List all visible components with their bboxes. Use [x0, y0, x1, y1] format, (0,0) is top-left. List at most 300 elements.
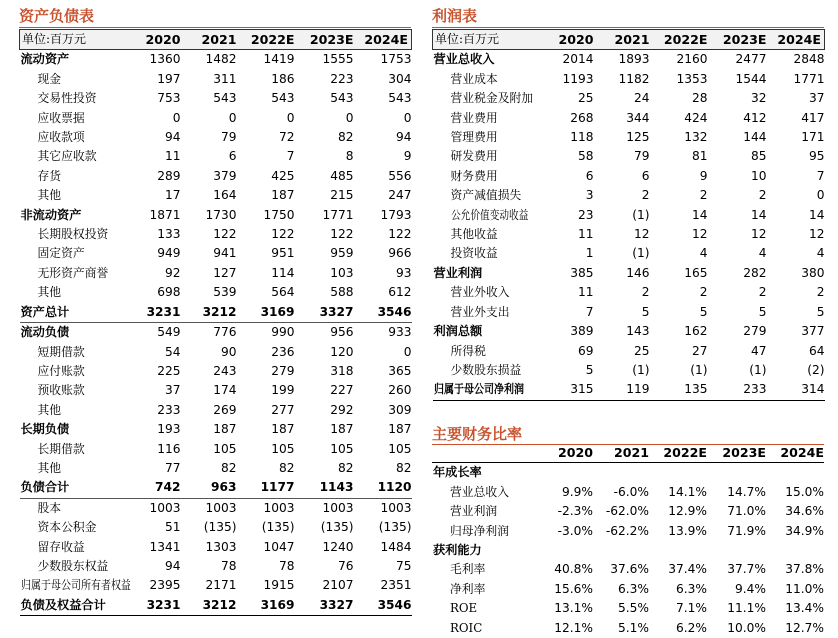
table-row: [20, 225, 412, 244]
value-cell: 1303: [205, 539, 237, 554]
value-cell: 187: [213, 422, 237, 437]
value-cell: 9.9%: [562, 484, 593, 499]
row-label-text: 营业利润: [450, 504, 498, 519]
value-cell: 6.2%: [676, 620, 707, 635]
value-cell: 2107: [322, 578, 354, 593]
year-header: 2020: [548, 30, 594, 50]
value-cell: 187: [330, 422, 354, 437]
balance-sheet-table: [19, 29, 412, 616]
row-label: [432, 619, 547, 638]
value-cell: 1003: [380, 500, 412, 515]
value-cell: 1120: [354, 478, 412, 498]
value-cell: 236: [271, 344, 295, 359]
table-row: [433, 206, 825, 225]
table-row: [433, 361, 825, 380]
value-cell: 12: [750, 227, 767, 242]
value-cell: 279: [271, 363, 295, 378]
value-cell: 78: [220, 558, 237, 573]
row-label: [433, 342, 548, 361]
year-header: 2020: [547, 443, 593, 463]
year-header: 2021: [181, 30, 237, 50]
row-label: [20, 401, 135, 420]
value-cell: 1871: [149, 207, 181, 222]
row-label-text: 资产总计: [20, 304, 70, 319]
value-cell: 2477: [735, 52, 767, 67]
value-cell: 315: [548, 380, 594, 400]
value-cell: 12: [808, 227, 825, 242]
balance-sheet-panel: [19, 0, 411, 638]
value-cell: 1482: [205, 52, 237, 67]
value-cell: 120: [330, 344, 354, 359]
value-cell: 268: [570, 110, 594, 125]
value-cell: 0: [345, 110, 354, 125]
row-label-text: 负债合计: [20, 480, 70, 495]
table-row: [20, 420, 412, 439]
value-cell: 344: [626, 110, 650, 125]
row-label: [20, 303, 135, 323]
value-cell: 12.9%: [668, 504, 707, 519]
value-cell: 9: [699, 168, 708, 183]
row-label: [432, 502, 547, 521]
value-cell: 40.8%: [554, 562, 593, 577]
value-cell: [593, 463, 649, 483]
row-label-text: 长期借款: [37, 441, 85, 456]
value-cell: 309: [388, 402, 412, 417]
value-cell: 118: [570, 130, 594, 145]
value-cell: 187: [388, 422, 412, 437]
table-row: [433, 109, 825, 128]
value-cell: 0: [403, 344, 412, 359]
row-label-text: 少数股东损益: [450, 362, 522, 377]
value-cell: 1353: [676, 71, 708, 86]
value-cell: 227: [330, 383, 354, 398]
value-cell: 2: [758, 285, 767, 300]
row-label-text: 资本公积金: [37, 520, 97, 535]
row-label: [20, 596, 135, 616]
year-header: 2023E: [708, 30, 767, 50]
row-label: [432, 560, 547, 579]
value-cell: 0: [403, 110, 412, 125]
value-cell: 105: [388, 441, 412, 456]
row-label-text: ROIC: [450, 620, 483, 635]
row-label: [433, 206, 548, 225]
row-label: [433, 283, 548, 302]
value-cell: 71.0%: [727, 504, 766, 519]
row-label-text: 其它应收款: [37, 149, 97, 164]
row-label-text: 归属于母公司所有者权益: [20, 578, 131, 593]
value-cell: 5: [758, 304, 767, 319]
value-cell: 543: [271, 91, 295, 106]
value-cell: 314: [767, 380, 825, 400]
row-label: [20, 343, 135, 362]
income-statement-table: [432, 29, 825, 401]
table-row: [433, 128, 825, 147]
row-label: [20, 498, 135, 518]
row-label: [432, 463, 547, 483]
value-cell: 186: [271, 71, 295, 86]
row-label: [20, 362, 135, 381]
value-cell: 34.6%: [785, 504, 824, 519]
row-label-text: 现金: [37, 71, 62, 86]
value-cell: 94: [164, 130, 181, 145]
row-label: [433, 361, 548, 380]
value-cell: 75: [395, 558, 412, 573]
table-row: [432, 483, 824, 502]
value-cell: 12.7%: [785, 620, 824, 635]
table-row: [432, 619, 824, 638]
value-cell: 1915: [263, 578, 295, 593]
value-cell: 37.8%: [785, 562, 824, 577]
row-label: [433, 380, 548, 400]
value-cell: 13.4%: [785, 601, 824, 616]
row-label: [20, 459, 135, 478]
value-cell: 69: [577, 343, 594, 358]
row-label-text: 获利能力: [433, 543, 482, 558]
value-cell: 0: [172, 110, 181, 125]
value-cell: 1484: [380, 539, 412, 554]
value-cell: 79: [220, 130, 237, 145]
value-cell: 2351: [380, 578, 412, 593]
value-cell: 105: [271, 441, 295, 456]
value-cell: 282: [743, 265, 767, 280]
value-cell: 34.9%: [785, 523, 824, 538]
year-header: 2020: [135, 30, 181, 50]
value-cell: 32: [750, 91, 767, 106]
table-row: [20, 518, 412, 537]
value-cell: 3231: [135, 596, 181, 616]
row-label-text: 财务费用: [450, 168, 498, 183]
value-cell: 114: [271, 265, 295, 280]
value-cell: 243: [213, 363, 237, 378]
value-cell: 90: [220, 344, 237, 359]
row-label-text: 营业成本: [450, 71, 498, 86]
table-row: [20, 343, 412, 362]
value-cell: 116: [157, 441, 181, 456]
value-cell: 485: [330, 168, 354, 183]
row-label-text: 股本: [37, 500, 62, 515]
value-cell: 9: [403, 149, 412, 164]
row-label: [433, 70, 548, 89]
value-cell: 27: [691, 343, 708, 358]
value-cell: (135): [261, 520, 295, 535]
value-cell: 105: [330, 441, 354, 456]
row-label-text: 投资收益: [450, 246, 498, 261]
row-label: [433, 50, 548, 70]
table-row: [20, 109, 412, 128]
row-label: [433, 225, 548, 244]
value-cell: 990: [271, 325, 295, 340]
value-cell: 260: [388, 383, 412, 398]
value-cell: (1): [632, 362, 650, 377]
value-cell: 963: [181, 478, 237, 498]
row-label: [433, 244, 548, 263]
row-label-text: 年成长率: [433, 465, 482, 480]
value-cell: 389: [570, 324, 594, 339]
value-cell: 698: [157, 285, 181, 300]
value-cell: 58: [577, 149, 594, 164]
value-cell: 11: [577, 227, 594, 242]
value-cell: 78: [278, 558, 295, 573]
value-cell: 1771: [322, 207, 354, 222]
value-cell: 12: [691, 227, 708, 242]
value-cell: 3212: [181, 303, 237, 323]
value-cell: 76: [337, 558, 354, 573]
value-cell: 12.1%: [554, 620, 593, 635]
value-cell: 82: [220, 460, 237, 475]
table-row: [20, 557, 412, 576]
value-cell: 13.9%: [668, 523, 707, 538]
value-cell: 24: [633, 91, 650, 106]
row-label: [20, 70, 135, 89]
year-header: 2024E: [766, 443, 824, 463]
value-cell: 162: [684, 324, 708, 339]
income-statement-title: 利润表: [432, 7, 478, 25]
table-row: [432, 502, 824, 521]
row-label-text: 营业外收入: [450, 285, 510, 300]
table-row: [20, 89, 412, 108]
value-cell: 14: [750, 207, 767, 222]
value-cell: 2160: [676, 52, 708, 67]
value-cell: [766, 463, 824, 483]
row-label: [20, 264, 135, 283]
row-label: [433, 303, 548, 322]
value-cell: 539: [213, 285, 237, 300]
value-cell: 417: [801, 110, 825, 125]
value-cell: 199: [271, 383, 295, 398]
value-cell: 2: [816, 285, 825, 300]
value-cell: 4: [758, 246, 767, 261]
row-label-text: 非流动资产: [20, 207, 82, 222]
value-cell: 92: [164, 265, 181, 280]
value-cell: 122: [330, 227, 354, 242]
row-label: [433, 128, 548, 147]
table-row: [20, 576, 412, 595]
value-cell: 77: [164, 460, 181, 475]
value-cell: 82: [395, 460, 412, 475]
value-cell: 165: [684, 265, 708, 280]
value-cell: [766, 541, 824, 560]
value-cell: 187: [271, 188, 295, 203]
row-label: [433, 322, 548, 341]
row-label: [432, 522, 547, 541]
value-cell: 82: [337, 130, 354, 145]
value-cell: 549: [157, 325, 181, 340]
income-statement-title-rule: [432, 27, 824, 28]
value-cell: 543: [388, 91, 412, 106]
table-row: [20, 323, 412, 343]
table-row: [433, 244, 825, 263]
value-cell: 5: [816, 304, 825, 319]
value-cell: 143: [626, 324, 650, 339]
table-row: [20, 167, 412, 186]
value-cell: 933: [388, 325, 412, 340]
value-cell: 3327: [295, 596, 354, 616]
value-cell: 11.0%: [785, 581, 824, 596]
table-row: [20, 498, 412, 518]
value-cell: 11: [164, 149, 181, 164]
row-label-text: 应付账款: [37, 363, 85, 378]
row-label: [20, 225, 135, 244]
row-label: [20, 167, 135, 186]
value-cell: 424: [684, 110, 708, 125]
table-row: [20, 440, 412, 459]
value-cell: 105: [213, 441, 237, 456]
table-row: [432, 541, 824, 560]
value-cell: 380: [801, 265, 825, 280]
value-cell: 3546: [354, 303, 412, 323]
value-cell: 543: [330, 91, 354, 106]
table-row: [433, 167, 825, 186]
value-cell: 12: [633, 227, 650, 242]
value-cell: 15.0%: [785, 484, 824, 499]
value-cell: 1003: [263, 500, 295, 515]
row-label-text: 其他: [37, 402, 62, 417]
value-cell: 1003: [205, 500, 237, 515]
value-cell: 4: [816, 246, 825, 261]
value-cell: 6.3%: [618, 581, 649, 596]
value-cell: 5: [699, 304, 708, 319]
year-header: 2021: [593, 443, 649, 463]
value-cell: 23: [577, 207, 594, 222]
value-cell: 164: [213, 188, 237, 203]
value-cell: 122: [271, 227, 295, 242]
value-cell: 79: [633, 149, 650, 164]
value-cell: 1047: [263, 539, 295, 554]
value-cell: 64: [808, 343, 825, 358]
row-label-text: 公允价值变动收益: [450, 207, 528, 222]
value-cell: 2395: [149, 578, 181, 593]
ratios-panel: [432, 417, 824, 638]
value-cell: 379: [213, 168, 237, 183]
value-cell: (135): [378, 520, 412, 535]
balance-sheet-title-rule: [19, 27, 411, 28]
row-label-text: 管理费用: [450, 130, 498, 145]
income-statement-panel: [432, 0, 824, 420]
row-label: [432, 580, 547, 599]
value-cell: 1555: [322, 52, 354, 67]
table-row: [432, 580, 824, 599]
unit-label: [432, 443, 547, 463]
table-row: [20, 538, 412, 557]
table-row: [20, 362, 412, 381]
value-cell: 2: [641, 285, 650, 300]
table-row: [432, 463, 824, 483]
value-cell: 135: [650, 380, 708, 400]
row-label: [432, 541, 547, 560]
value-cell: [593, 541, 649, 560]
balance-sheet-title: 资产负债表: [19, 7, 95, 25]
value-cell: 37.7%: [727, 562, 766, 577]
row-label-text: 毛利率: [450, 562, 486, 577]
value-cell: 122: [213, 227, 237, 242]
value-cell: 2: [699, 188, 708, 203]
row-label-text: 营业总收入: [450, 484, 509, 499]
value-cell: 5.1%: [618, 620, 649, 635]
year-header: 2022E: [650, 30, 708, 50]
value-cell: 247: [388, 188, 412, 203]
value-cell: 1360: [149, 52, 181, 67]
value-cell: 941: [213, 246, 237, 261]
row-label-text: 归母净利润: [450, 523, 509, 538]
value-cell: 5: [585, 362, 594, 377]
row-label-text: ROE: [450, 601, 478, 616]
unit-label: 单位:百万元: [20, 30, 135, 50]
value-cell: 174: [213, 383, 237, 398]
value-cell: (1): [690, 362, 708, 377]
ratios-title: 主要财务比率: [432, 425, 523, 443]
value-cell: 385: [570, 265, 594, 280]
value-cell: 25: [577, 91, 594, 106]
table-row: [20, 128, 412, 147]
value-cell: [649, 463, 707, 483]
value-cell: 94: [395, 130, 412, 145]
value-cell: 17: [164, 188, 181, 203]
value-cell: 4: [699, 246, 708, 261]
row-label: [432, 483, 547, 502]
value-cell: 377: [801, 324, 825, 339]
value-cell: 28: [691, 91, 708, 106]
value-cell: 8: [345, 149, 354, 164]
value-cell: [649, 541, 707, 560]
value-cell: 1003: [149, 500, 181, 515]
value-cell: 193: [157, 422, 181, 437]
row-label: [20, 323, 135, 343]
value-cell: 612: [388, 285, 412, 300]
year-header: 2022E: [237, 30, 295, 50]
value-cell: 6: [228, 149, 237, 164]
value-cell: 146: [626, 265, 650, 280]
value-cell: 93: [395, 265, 412, 280]
row-label: [20, 50, 135, 70]
row-label: [20, 478, 135, 498]
table-row: [433, 283, 825, 302]
value-cell: 6: [641, 168, 650, 183]
value-cell: 3169: [237, 596, 295, 616]
row-label: [20, 440, 135, 459]
value-cell: 1177: [237, 478, 295, 498]
year-header: 2024E: [767, 30, 825, 50]
value-cell: 37.4%: [668, 562, 707, 577]
row-label: [433, 264, 548, 283]
value-cell: 197: [157, 71, 181, 86]
value-cell: 1753: [380, 52, 412, 67]
ratios-header-row: [432, 443, 824, 463]
row-label: [20, 576, 135, 595]
year-header: 2022E: [649, 443, 707, 463]
value-cell: 3169: [237, 303, 295, 323]
value-cell: 0: [228, 110, 237, 125]
value-cell: 564: [271, 285, 295, 300]
value-cell: 776: [213, 325, 237, 340]
value-cell: 225: [157, 363, 181, 378]
value-cell: -62.2%: [605, 523, 649, 538]
table-row: [433, 186, 825, 205]
row-label-text: 其他收益: [450, 227, 498, 242]
value-cell: 171: [801, 130, 825, 145]
value-cell: 10.0%: [727, 620, 766, 635]
value-cell: 187: [271, 422, 295, 437]
row-label-text: 存货: [37, 168, 62, 183]
value-cell: 289: [157, 168, 181, 183]
value-cell: 119: [594, 380, 650, 400]
row-label-text: 流动资产: [20, 52, 70, 67]
value-cell: 0: [286, 110, 295, 125]
value-cell: 125: [626, 130, 650, 145]
row-label-text: 其他: [37, 188, 62, 203]
value-cell: 2014: [562, 52, 594, 67]
table-row: [20, 244, 412, 263]
value-cell: 0: [816, 188, 825, 203]
